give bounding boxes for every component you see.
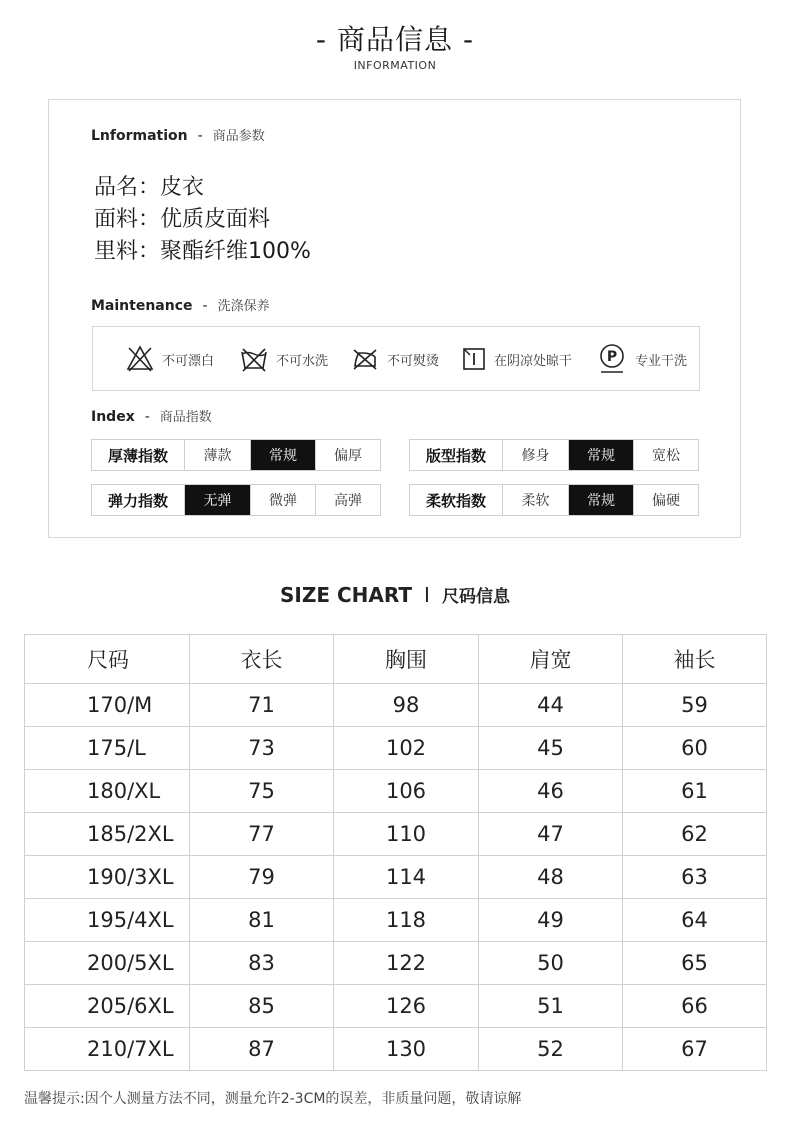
index-softness bbox=[409, 484, 699, 516]
care-text-no-wash: 不可水洗 bbox=[276, 353, 329, 369]
header-size: 尺码 bbox=[25, 635, 190, 684]
index-option-active: 常规 bbox=[568, 485, 633, 515]
title-dash-left: - bbox=[315, 23, 327, 56]
cell-shoulder: 51 bbox=[479, 985, 623, 1028]
cell-chest: 110 bbox=[334, 813, 479, 856]
product-specs bbox=[94, 172, 311, 268]
care-item-no-bleach bbox=[126, 342, 214, 376]
care-text-no-bleach: 不可漂白 bbox=[162, 353, 215, 369]
care-item-no-wash bbox=[240, 342, 328, 376]
title-dash-right: - bbox=[463, 23, 475, 56]
table-row bbox=[25, 770, 767, 813]
table-header-row bbox=[25, 635, 767, 684]
info-section-label bbox=[91, 125, 265, 144]
cell-length: 71 bbox=[190, 684, 334, 727]
care-item-dry-clean bbox=[597, 342, 687, 376]
index-label-sep: - bbox=[144, 409, 150, 425]
index-option-active: 无弹 bbox=[184, 485, 250, 515]
no-iron-icon bbox=[351, 345, 379, 373]
table-row bbox=[25, 899, 767, 942]
cell-shoulder: 49 bbox=[479, 899, 623, 942]
footnote: 温馨提示:因个人测量方法不同，测量允许2-3CM的误差，非质量问题，敬请谅解 bbox=[24, 1091, 522, 1107]
dry-clean-icon bbox=[597, 343, 627, 375]
index-option: 薄款 bbox=[184, 440, 250, 470]
size-chart-title-cn: 尺码信息 bbox=[441, 587, 510, 607]
cell-shoulder: 46 bbox=[479, 770, 623, 813]
index-head: 弹力指数 bbox=[107, 491, 168, 510]
info-label-sep: - bbox=[197, 128, 203, 144]
index-option: 宽松 bbox=[633, 440, 698, 470]
cell-length: 79 bbox=[190, 856, 334, 899]
cell-size: 185/2XL bbox=[25, 813, 190, 856]
cell-sleeve: 59 bbox=[623, 684, 767, 727]
cell-size: 190/3XL bbox=[25, 856, 190, 899]
index-elasticity bbox=[91, 484, 381, 516]
shade-dry-icon bbox=[462, 347, 486, 371]
index-fit bbox=[409, 439, 699, 471]
index-head: 版型指数 bbox=[425, 446, 486, 465]
index-section-label bbox=[91, 406, 212, 425]
care-item-no-iron bbox=[351, 342, 439, 376]
cell-shoulder: 45 bbox=[479, 727, 623, 770]
maintenance-label-en: Maintenance bbox=[91, 298, 193, 314]
cell-length: 77 bbox=[190, 813, 334, 856]
index-label-cn: 商品指数 bbox=[159, 410, 212, 425]
cell-size: 180/XL bbox=[25, 770, 190, 813]
index-head: 厚薄指数 bbox=[107, 446, 168, 465]
product-info-panel bbox=[48, 99, 741, 538]
header-sleeve: 袖长 bbox=[623, 635, 767, 684]
index-option: 偏厚 bbox=[315, 440, 380, 470]
table-row bbox=[25, 727, 767, 770]
cell-sleeve: 66 bbox=[623, 985, 767, 1028]
cell-chest: 126 bbox=[334, 985, 479, 1028]
header-shoulder: 肩宽 bbox=[479, 635, 623, 684]
spec-lining: 里料：聚酯纤维100% bbox=[94, 239, 311, 264]
table-row bbox=[25, 1028, 767, 1071]
table-row bbox=[25, 684, 767, 727]
index-option: 柔软 bbox=[502, 485, 568, 515]
cell-size: 210/7XL bbox=[25, 1028, 190, 1071]
cell-chest: 102 bbox=[334, 727, 479, 770]
cell-chest: 114 bbox=[334, 856, 479, 899]
care-text-shade-dry: 在阴凉处晾干 bbox=[494, 353, 573, 369]
size-table bbox=[24, 634, 767, 1071]
header-length: 衣长 bbox=[190, 635, 334, 684]
cell-shoulder: 50 bbox=[479, 942, 623, 985]
cell-size: 170/M bbox=[25, 684, 190, 727]
cell-length: 87 bbox=[190, 1028, 334, 1071]
info-label-en: Lnformation bbox=[91, 128, 188, 144]
cell-size: 195/4XL bbox=[25, 899, 190, 942]
table-row bbox=[25, 942, 767, 985]
care-text-dry-clean: 专业干洗 bbox=[635, 353, 688, 369]
care-item-shade-dry bbox=[462, 342, 572, 376]
index-option-active: 常规 bbox=[568, 440, 633, 470]
cell-sleeve: 63 bbox=[623, 856, 767, 899]
cell-length: 85 bbox=[190, 985, 334, 1028]
care-text-no-iron: 不可熨烫 bbox=[387, 353, 440, 369]
table-row bbox=[25, 985, 767, 1028]
no-bleach-icon bbox=[126, 345, 154, 373]
title-text: 商品信息 bbox=[336, 23, 453, 56]
svg-text:P: P bbox=[606, 349, 618, 365]
cell-size: 175/L bbox=[25, 727, 190, 770]
index-option: 微弹 bbox=[250, 485, 315, 515]
cell-length: 83 bbox=[190, 942, 334, 985]
cell-length: 73 bbox=[190, 727, 334, 770]
page-subtitle: INFORMATION bbox=[353, 59, 437, 72]
header-chest: 胸围 bbox=[334, 635, 479, 684]
cell-chest: 118 bbox=[334, 899, 479, 942]
table-row bbox=[25, 856, 767, 899]
cell-sleeve: 61 bbox=[623, 770, 767, 813]
care-instructions bbox=[92, 326, 700, 391]
cell-length: 81 bbox=[190, 899, 334, 942]
page-title bbox=[0, 18, 790, 58]
cell-shoulder: 44 bbox=[479, 684, 623, 727]
index-head: 柔软指数 bbox=[425, 491, 486, 510]
no-wash-icon bbox=[240, 345, 268, 373]
maintenance-section-label bbox=[91, 295, 270, 314]
cell-shoulder: 47 bbox=[479, 813, 623, 856]
cell-length: 75 bbox=[190, 770, 334, 813]
cell-chest: 130 bbox=[334, 1028, 479, 1071]
maintenance-label-cn: 洗涤保养 bbox=[217, 299, 270, 314]
spec-name: 品名：皮衣 bbox=[94, 175, 205, 200]
maintenance-label-sep: - bbox=[202, 298, 208, 314]
index-option: 修身 bbox=[502, 440, 568, 470]
index-label-en: Index bbox=[91, 409, 135, 425]
cell-chest: 106 bbox=[334, 770, 479, 813]
table-row bbox=[25, 813, 767, 856]
index-option-active: 常规 bbox=[250, 440, 315, 470]
cell-sleeve: 67 bbox=[623, 1028, 767, 1071]
index-option: 偏硬 bbox=[633, 485, 698, 515]
cell-chest: 122 bbox=[334, 942, 479, 985]
spec-fabric: 面料：优质皮面料 bbox=[94, 207, 271, 232]
cell-size: 200/5XL bbox=[25, 942, 190, 985]
size-chart-title-sep: I bbox=[424, 583, 430, 607]
size-chart-title bbox=[0, 582, 790, 607]
size-chart-title-en: SIZE CHART bbox=[280, 583, 413, 607]
cell-sleeve: 60 bbox=[623, 727, 767, 770]
index-thickness bbox=[91, 439, 381, 471]
cell-shoulder: 48 bbox=[479, 856, 623, 899]
info-label-cn: 商品参数 bbox=[212, 129, 265, 144]
cell-size: 205/6XL bbox=[25, 985, 190, 1028]
cell-chest: 98 bbox=[334, 684, 479, 727]
cell-shoulder: 52 bbox=[479, 1028, 623, 1071]
cell-sleeve: 65 bbox=[623, 942, 767, 985]
cell-sleeve: 64 bbox=[623, 899, 767, 942]
cell-sleeve: 62 bbox=[623, 813, 767, 856]
index-option: 高弹 bbox=[315, 485, 380, 515]
